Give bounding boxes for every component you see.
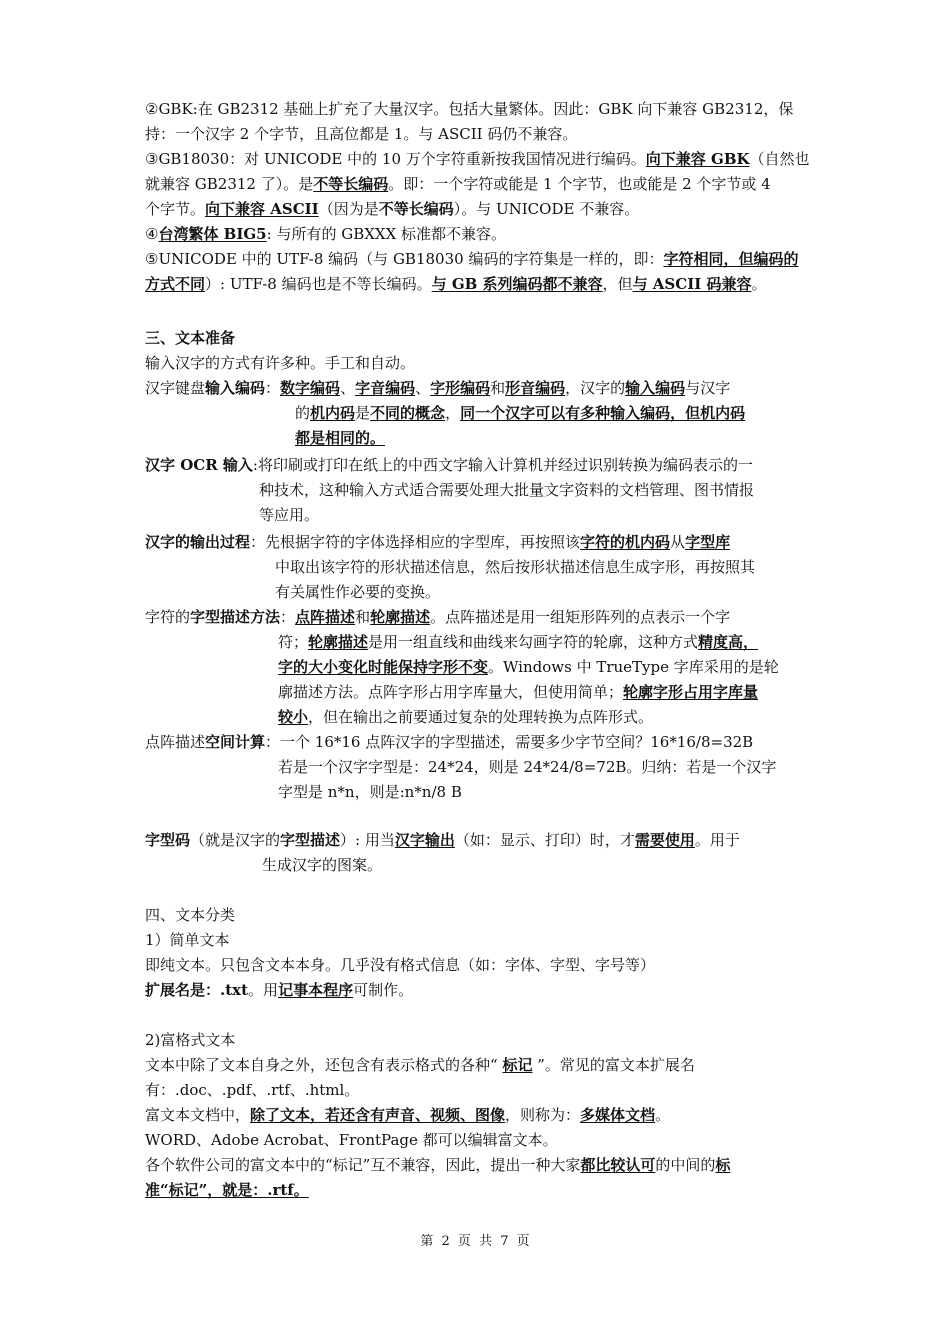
text-run: 若是一个汉字字型是：24*24，则是 24*24/8=72B。归纳：若是一个汉字 — [278, 758, 777, 776]
text-run: （因为是 — [318, 200, 379, 218]
footer-page-number: 2 — [441, 1234, 450, 1249]
text-line — [145, 376, 730, 400]
text-run: 输入汉字的方式有许多种。手工和自动。 — [145, 354, 416, 372]
text-run: 字型是 n*n，则是:n*n/8 B — [278, 783, 462, 801]
emphasized-text: 扩展名是： — [145, 981, 221, 999]
footer-page-suffix: 页 — [457, 1234, 471, 1249]
text-run: 字符的 — [145, 608, 191, 626]
emphasized-text: 汉字的输出过程 — [145, 533, 251, 551]
emphasized-text: 汉字输出 — [394, 831, 455, 849]
emphasized-text: 与 GB 系列编码都不兼容 — [431, 275, 603, 293]
text-run: ： — [265, 379, 281, 397]
text-line — [145, 730, 753, 754]
footer-total-count: 7 — [500, 1234, 509, 1249]
emphasized-text: 字型描述方法 — [190, 608, 281, 626]
text-run: 点阵描述 — [145, 733, 206, 751]
text-run: ，但 — [602, 275, 633, 293]
emphasized-text: 字符相同，但编码的 — [663, 250, 799, 268]
text-run: 个字节。 — [145, 200, 206, 218]
text-line — [145, 222, 506, 246]
text-run: 、 — [340, 379, 356, 397]
page-footer — [0, 1232, 950, 1252]
text-run: ：先根据字符的字体选择相应的字型库，再按照该 — [250, 533, 581, 551]
emphasized-text: 都比较认可 — [580, 1156, 656, 1174]
text-run: 和 — [355, 608, 371, 626]
text-run: ，汉字的 — [565, 379, 626, 397]
text-run: 。 — [751, 275, 767, 293]
text-line — [145, 928, 230, 952]
text-run: 。用于 — [694, 831, 740, 849]
text-run: 持：一个汉字 2 个字节，且高位都是 1。与 ASCII 码仍不兼容。 — [145, 125, 578, 143]
text-run: 就兼容 GB2312 了）。是 — [145, 175, 314, 193]
text-line — [145, 953, 655, 977]
emphasized-text: 标 — [715, 1156, 731, 1174]
text-run: 符； — [278, 633, 309, 651]
emphasized-text: 较小 — [278, 708, 309, 726]
text-run: 的 — [295, 404, 311, 422]
text-run: ）。与 UNICODE 不兼容。 — [453, 200, 640, 218]
emphasized-text: 准“标记”，就是：.rtf。 — [145, 1181, 309, 1199]
text-line — [145, 351, 415, 375]
emphasized-text: 轮廓字形占用字库量 — [623, 683, 759, 701]
text-run: ④ — [145, 225, 159, 243]
emphasized-text: 轮廓描述 — [308, 633, 369, 651]
text-line — [275, 555, 755, 579]
emphasized-text: 轮廓描述 — [370, 608, 431, 626]
emphasized-text: 标记 — [502, 1056, 533, 1074]
emphasized-text: 字的大小变化时能保持字形不变 — [278, 658, 489, 676]
text-run: 即纯文本。只包含文本本身。几乎没有格式信息（如：字体、字型、字号等） — [145, 956, 656, 974]
text-run: 各个软件公司的富文本中的“标记”互不兼容，因此，提出一种大家 — [145, 1156, 581, 1174]
emphasized-text: 字型码 — [145, 831, 191, 849]
emphasized-text: 向下兼容 ASCII — [205, 200, 319, 218]
text-run: 和 — [490, 379, 506, 397]
text-run: 有关属性作必要的变换。 — [275, 583, 441, 601]
text-run: ：一个 16*16 点阵汉字的字型描述，需要多少字节空间？16*16/8=32B — [265, 733, 754, 751]
text-run: ③GB18030：对 UNICODE 中的 10 万个字符重新按我国情况进行编码。 — [145, 150, 646, 168]
text-line — [278, 755, 776, 779]
text-run: WORD、Adobe Acrobat、FrontPage 都可以编辑富文本。 — [145, 1131, 558, 1149]
emphasized-text: 三、文本准备 — [145, 329, 236, 347]
text-run: : 与所有的 GBXXX 标准都不兼容。 — [266, 225, 507, 243]
text-run: ”。常见的富文本扩展名 — [532, 1056, 695, 1074]
emphasized-text: 多媒体文档 — [580, 1106, 656, 1124]
text-run: 。 — [655, 1106, 671, 1124]
text-line — [259, 478, 754, 502]
text-run: （自然也 — [749, 150, 810, 168]
text-line — [145, 326, 235, 350]
text-run: ，则称为： — [505, 1106, 581, 1124]
text-run: 。用 — [248, 981, 279, 999]
text-run: :将印刷或打印在纸上的中西文字输入计算机并经过识别转换为编码表示的一 — [252, 456, 753, 474]
text-run: ⑤UNICODE 中的 UTF-8 编码（与 GB18030 编码的字符集是一样的，即： — [145, 250, 664, 268]
emphasized-text: 形音编码 — [505, 379, 566, 397]
text-run: 是用一组直线和曲线来勾画字符的轮廓，这种方式 — [368, 633, 699, 651]
text-run: 。Windows 中 TrueType 字库采用的是轮 — [488, 658, 779, 676]
text-run: 从 — [670, 533, 686, 551]
text-run: 1）简单文本 — [145, 931, 230, 949]
text-run: 种技术，这种输入方式适合需要处理大批量文字资料的文档管理、图书情报 — [259, 481, 755, 499]
text-run: 汉字键盘 — [145, 379, 206, 397]
emphasized-text: 字形编码 — [430, 379, 491, 397]
emphasized-text: 空间计算 — [205, 733, 266, 751]
text-run: ， — [445, 404, 461, 422]
text-line — [145, 1078, 359, 1102]
text-line — [145, 1028, 235, 1052]
text-run: 与汉字 — [685, 379, 731, 397]
text-run: ，但在输出之前要通过复杂的处理转换为点阵形式。 — [308, 708, 654, 726]
emphasized-text: 输入编码 — [205, 379, 266, 397]
emphasized-text: 除了文本，若还含有声音、视频、图像 — [250, 1106, 506, 1124]
text-line — [259, 503, 319, 527]
text-line — [145, 530, 730, 554]
text-run: ②GBK:在 GB2312 基础上扩充了大量汉字。包括大量繁体。因此：GBK 向下兼容 GB2312，保 — [145, 100, 794, 118]
text-run: 有：.doc、.pdf、.rtf、.html。 — [145, 1081, 360, 1099]
text-run: 。点阵描述是用一组矩形阵列的点表示一个字 — [430, 608, 731, 626]
text-run: 是 — [355, 404, 371, 422]
emphasized-text: 台湾繁体 BIG5 — [158, 225, 267, 243]
emphasized-text: 精度高， — [698, 633, 759, 651]
text-line — [145, 605, 730, 629]
text-line — [278, 780, 462, 804]
text-line — [145, 1178, 309, 1202]
text-run: （如：显示、打印）时，才 — [454, 831, 635, 849]
text-line — [145, 453, 753, 477]
text-line — [145, 1103, 670, 1127]
emphasized-text: 字音编码 — [355, 379, 416, 397]
text-line — [145, 172, 771, 196]
emphasized-text: 与 ASCII 码兼容 — [632, 275, 752, 293]
text-line — [278, 705, 653, 729]
emphasized-text: 需要使用 — [634, 831, 695, 849]
emphasized-text: 输入编码 — [625, 379, 686, 397]
emphasized-text: 向下兼容 GBK — [645, 150, 750, 168]
text-line — [295, 401, 745, 425]
emphasized-text: 字符的机内码 — [580, 533, 671, 551]
emphasized-text: 不等长编码 — [313, 175, 389, 193]
text-run: 廓描述方法。点阵字形占用字库量大，但使用简单； — [278, 683, 624, 701]
text-line — [145, 197, 639, 221]
emphasized-text: 机内码 — [310, 404, 356, 422]
text-run: 中取出该字符的形状描述信息，然后按形状描述信息生成字形，再按照其 — [275, 558, 756, 576]
text-run: （就是汉字的 — [190, 831, 281, 849]
text-run: 的中间的 — [655, 1156, 716, 1174]
text-line — [145, 1153, 730, 1177]
text-line — [145, 147, 810, 171]
text-line — [145, 1053, 695, 1077]
text-run: 。即：一个字符或能是 1 个字节，也或能是 2 个字节或 4 — [388, 175, 771, 193]
emphasized-text: 不等长编码 — [378, 200, 454, 218]
footer-total-suffix: 页 — [516, 1234, 530, 1249]
emphasized-text: 不同的概念 — [370, 404, 446, 422]
emphasized-text: 都是相同的。 — [295, 429, 386, 447]
text-run: 富文本文档中， — [145, 1106, 251, 1124]
emphasized-text: 点阵描述 — [295, 608, 356, 626]
emphasized-text: 字型库 — [685, 533, 731, 551]
text-run: ）: UTF-8 编码也是不等长编码。 — [205, 275, 432, 293]
emphasized-text: 方式不同 — [145, 275, 206, 293]
emphasized-text: 汉字 OCR 输入 — [145, 456, 253, 474]
text-line — [278, 680, 758, 704]
text-run: 2)富格式文本 — [145, 1031, 236, 1049]
text-line — [278, 630, 758, 654]
text-line — [145, 978, 413, 1002]
text-run: 四、文本分类 — [145, 906, 236, 924]
text-line — [145, 828, 740, 852]
text-run: ： — [280, 608, 296, 626]
text-line — [145, 122, 577, 146]
text-run: 文本中除了文本自身之外，还包含有表示格式的各种“ — [145, 1056, 503, 1074]
footer-page-prefix: 第 — [420, 1234, 434, 1249]
text-line — [145, 272, 766, 296]
footer-total-prefix: 共 — [479, 1234, 493, 1249]
emphasized-text: 同一个汉字可以有多种输入编码，但机内码 — [460, 404, 746, 422]
text-run: 等应用。 — [259, 506, 320, 524]
text-line — [145, 97, 793, 121]
text-line — [278, 655, 779, 679]
emphasized-text: 字型描述 — [280, 831, 341, 849]
text-run: 可制作。 — [353, 981, 414, 999]
text-line — [262, 853, 382, 877]
text-run: 生成汉字的图案。 — [262, 856, 383, 874]
text-line — [145, 903, 235, 927]
text-run: 、 — [415, 379, 431, 397]
emphasized-text: .txt — [220, 981, 249, 999]
text-line — [145, 247, 798, 271]
emphasized-text: 数字编码 — [280, 379, 341, 397]
text-run: ）: 用当 — [340, 831, 395, 849]
text-line — [275, 580, 440, 604]
emphasized-text: 记事本程序 — [278, 981, 354, 999]
text-line — [295, 426, 385, 450]
text-line — [145, 1128, 558, 1152]
